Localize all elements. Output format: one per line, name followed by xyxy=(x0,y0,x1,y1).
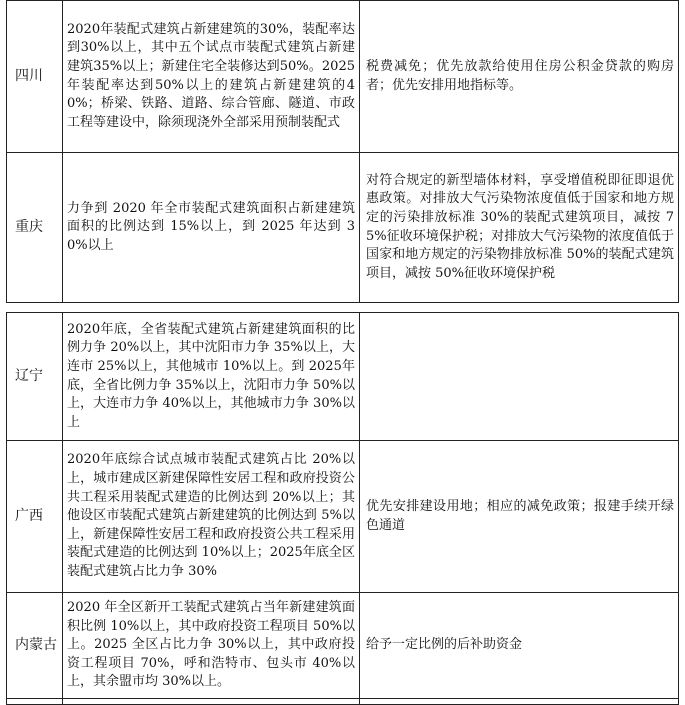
goal-cell: 2020年底，全省装配式建筑占新建建筑面积的比例力争 20%以上，其中沈阳市力争 35%以上，大连市 25%以上，其他城市 10%以上。到 2025年底，全省比例力争 35%以上，沈阳市力争 50%以上，大连市力争 40%以上，其他城市力争 30%以上 xyxy=(63,313,360,441)
goal-cell: 2020 年全区新开工装配式建筑占当年新建建筑面积比例 10%以上，其中政府投资工程项目 50%以上。2025 全区占比力争 30%以上，其中政府投资工程项目 70%，呼和浩特市、包头市 40%以上，其余盟市均 30%以上。 xyxy=(63,593,360,699)
policy-cell: 税费减免；优先放款给使用住房公积金贷款的购房者；优先安排用地指标等。 xyxy=(360,1,679,153)
policy-table-lower xyxy=(6,312,679,705)
table-row xyxy=(7,313,679,441)
policy-cell xyxy=(360,313,679,441)
province-cell: 重庆 xyxy=(7,153,63,303)
table-row xyxy=(7,593,679,699)
policy-cell: 给予一定比例的后补助资金 xyxy=(360,593,679,699)
goal-cell: 力争到 2020 年全市装配式建筑面积占新建建筑面积的比例达到 15%以上，到 2025 年达到 30%以上 xyxy=(63,153,360,303)
goal-cell: 2020年装配式建筑占新建建筑的30%，装配率达到30%以上，其中五个试点市装配式建筑占新建建筑35%以上；新建住宅全装修达到50%。2025年装配率达到50%以上的建筑占新建建筑的40%；桥梁、铁路、道路、综合管廊、隧道、市政工程等建设中，除须现浇外全部采用预制装配式 xyxy=(63,1,360,153)
province-cell: 四川 xyxy=(7,1,63,153)
province-cell: 广西 xyxy=(7,441,63,593)
table-row xyxy=(7,441,679,593)
table-row xyxy=(7,153,679,303)
province-cell: 内蒙古 xyxy=(7,593,63,699)
goal-cell: 2020年底综合试点城市装配式建筑占比 20%以上，城市建成区新建保障性安居工程和政府投资公共工程采用装配式建造的比例达到 20%以上；其他设区市装配式建筑占新建建筑的比例达到 5%以上，新建保障性安居工程和政府投资公共工程采用装配式建造的比例达到 10%以上；2025年底全区装配式建筑占比力争 30% xyxy=(63,441,360,593)
policy-table-upper xyxy=(6,0,679,303)
policy-cell: 优先安排建设用地；相应的减免政策；报建手续开绿色通道 xyxy=(360,441,679,593)
policy-cell: 对符合规定的新型墙体材料，享受增值税即征即退优惠政策。对排放大气污染物浓度值低于国家和地方规定的污染排放标准 30%的装配式建筑项目，减按 75%征收环境保护税；对排放大气污染物的浓度值低于国家和地方规定的污染物排放标准 50%的装配式建筑项目，减按 50%征收环境保护税 xyxy=(360,153,679,303)
province-cell: 辽宁 xyxy=(7,313,63,441)
table-row xyxy=(7,1,679,153)
